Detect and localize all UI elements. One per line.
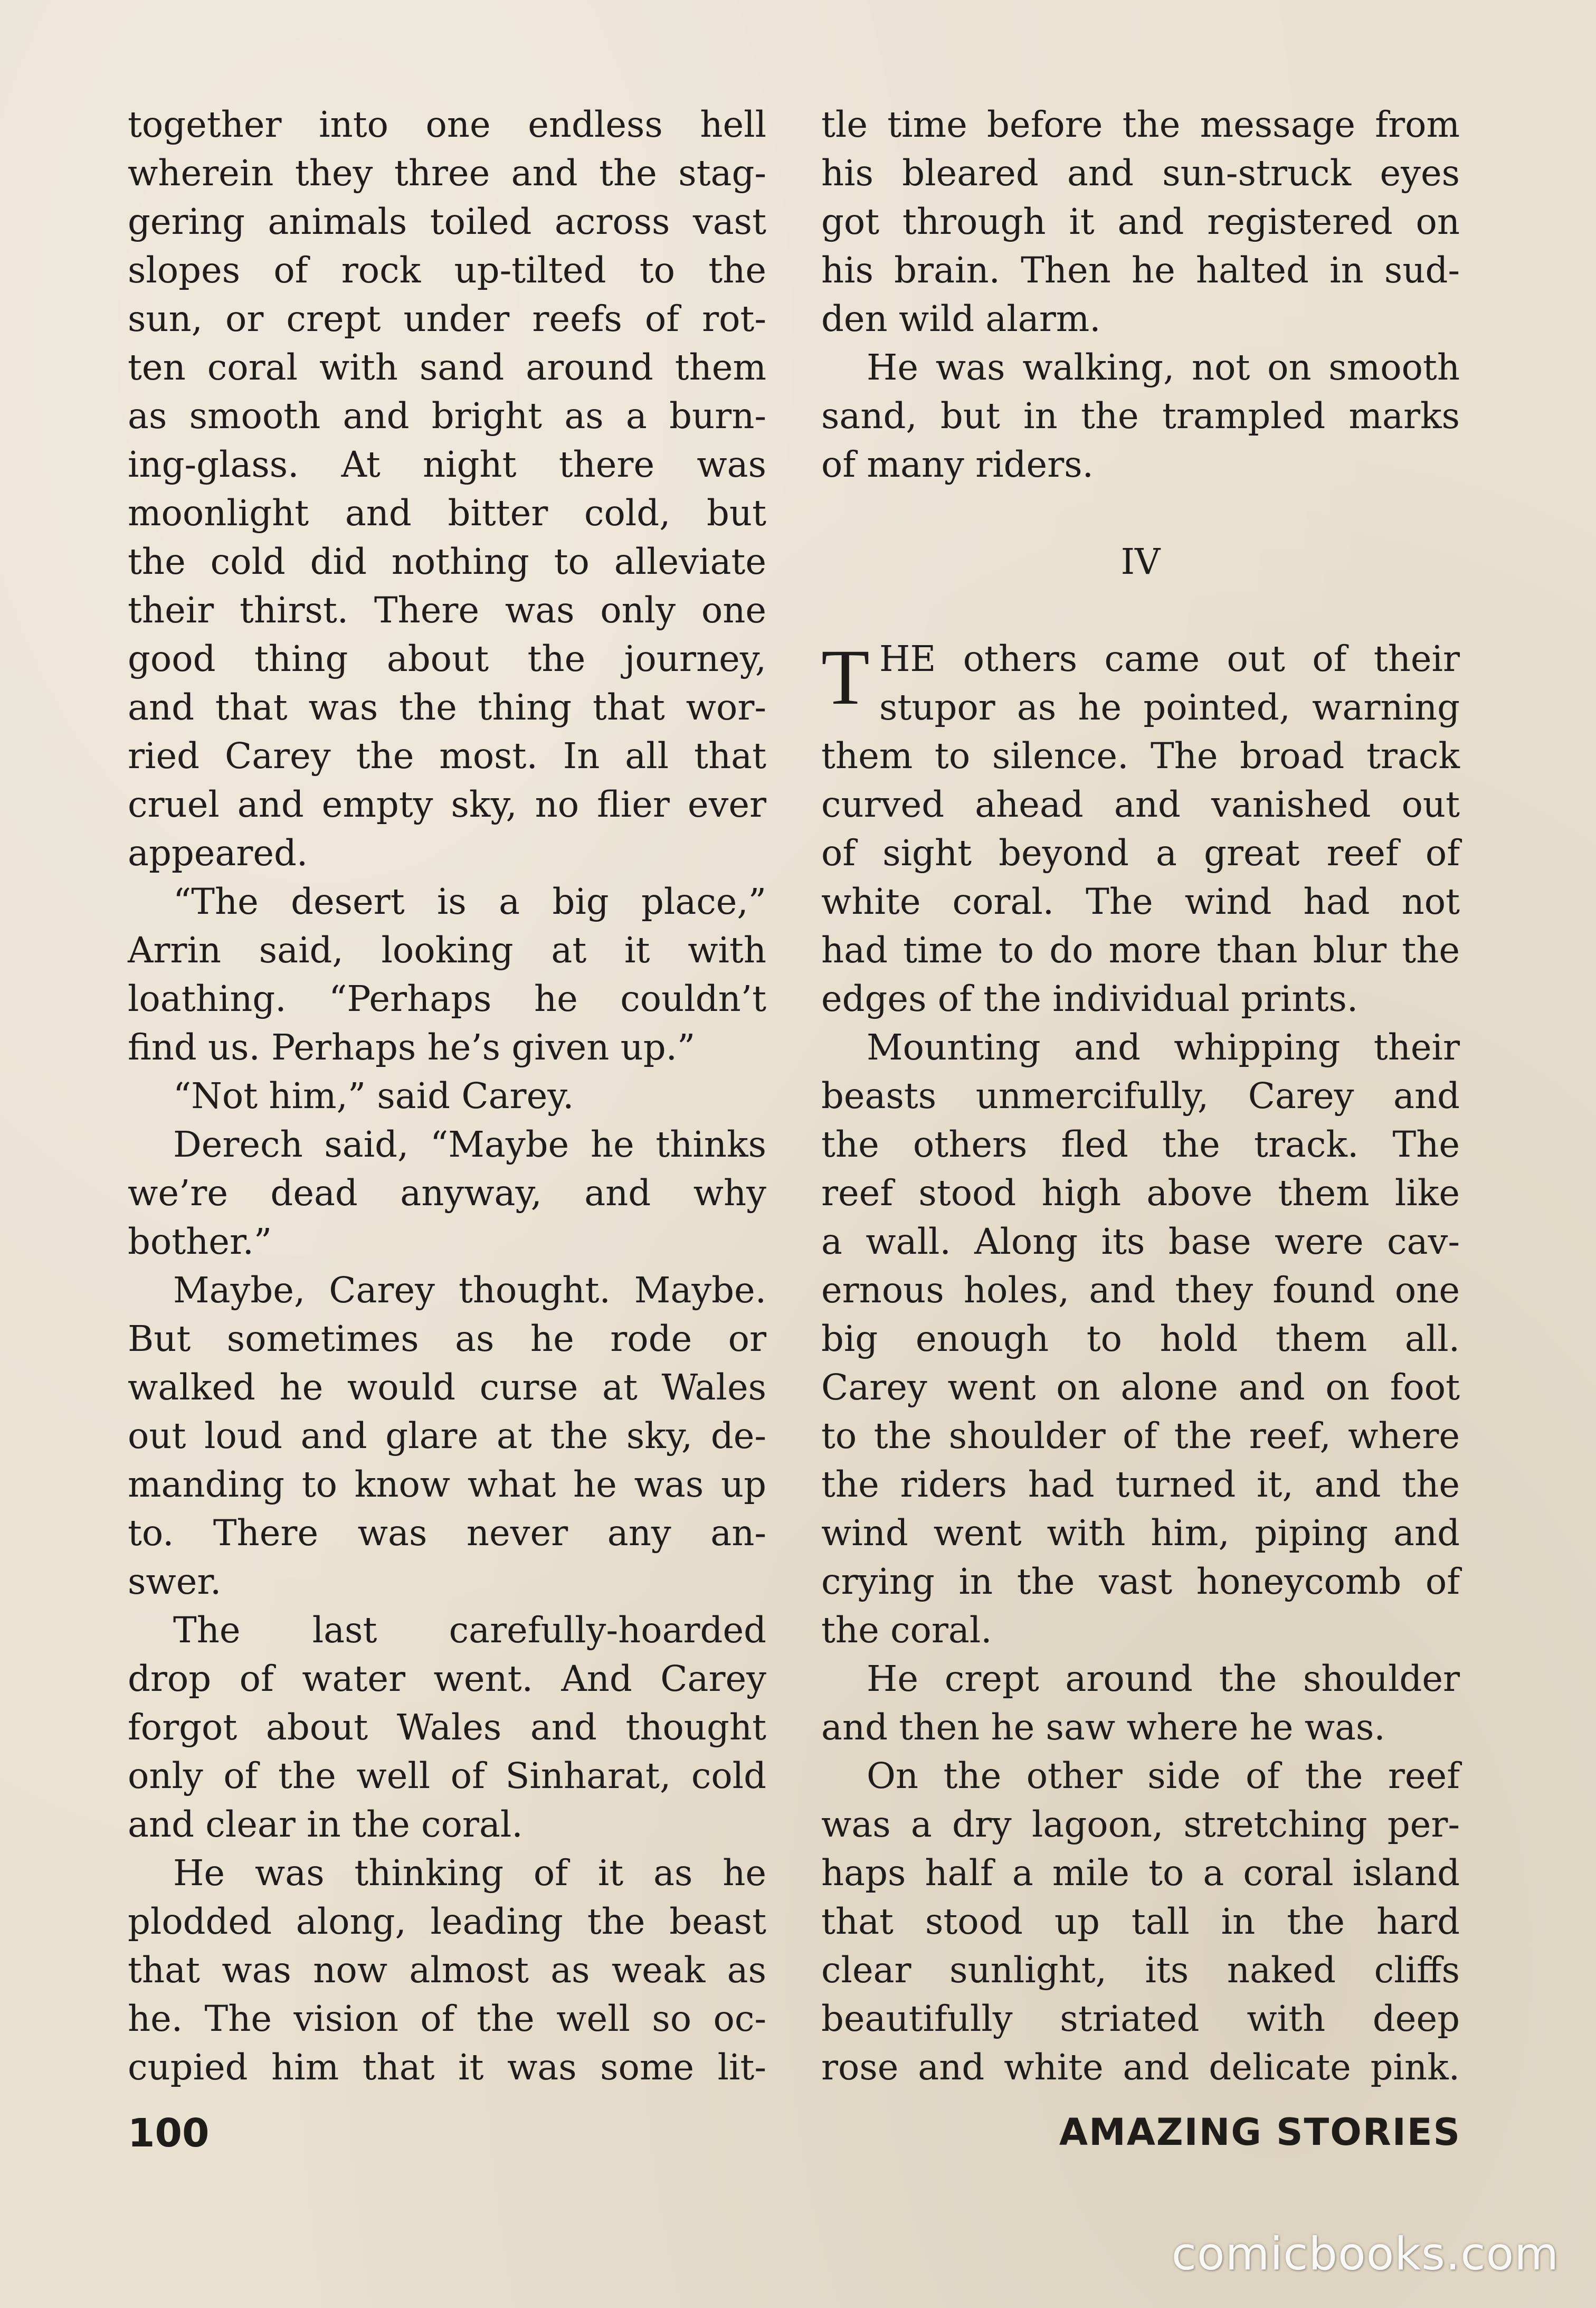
text-line: to the shoulder of the reef, where <box>821 1415 1460 1456</box>
text-line: and that was the thing that wor- <box>128 687 766 728</box>
text-line: we’re dead anyway, and why <box>128 1172 766 1214</box>
text-line: “Not him,” said Carey. <box>173 1075 574 1117</box>
text-line: white coral. The wind had not <box>821 881 1460 922</box>
text-line: their thirst. There was only one <box>128 590 766 631</box>
text-line: The last carefully-hoarded <box>173 1610 766 1651</box>
text-line: rose and white and delicate pink. <box>821 2047 1460 2088</box>
text-line: cruel and empty sky, no flier ever <box>128 784 766 825</box>
text-line: of sight beyond a great reef of <box>821 833 1460 874</box>
text-line: But sometimes as he rode or <box>128 1318 766 1359</box>
text-line: curved ahead and vanished out <box>821 784 1460 825</box>
text-line: swer. <box>128 1561 222 1602</box>
text-line: Mounting and whipping their <box>867 1027 1460 1068</box>
text-line: HE others came out of their <box>879 638 1460 679</box>
text-line: big enough to hold them all. <box>821 1318 1460 1359</box>
text-line: the cold did nothing to alleviate <box>128 541 766 582</box>
text-line: ried Carey the most. In all that <box>128 735 766 777</box>
text-line: Carey went on alone and on foot <box>821 1367 1460 1408</box>
text-line: ing-glass. At night there was <box>128 444 766 485</box>
text-line: beautifully striated with deep <box>821 1998 1460 2039</box>
text-line: beasts unmercifully, Carey and <box>821 1075 1460 1117</box>
left-column <box>128 100 766 2092</box>
text-line: ernous holes, and they found one <box>821 1270 1460 1311</box>
text-line: a wall. Along its base were cav- <box>821 1221 1460 1262</box>
text-line: moonlight and bitter cold, but <box>128 493 766 534</box>
text-line: He was walking, not on smooth <box>867 347 1460 388</box>
text-line: got through it and registered on <box>821 201 1460 242</box>
text-line: manding to know what he was up <box>128 1464 766 1505</box>
text-line: bother.” <box>128 1221 272 1262</box>
text-line: the others fled the track. The <box>821 1124 1460 1165</box>
text-line: loathing. “Perhaps he couldn’t <box>128 978 766 1019</box>
text-line: walked he would curse at Wales <box>128 1367 766 1408</box>
text-line: to. There was never any an- <box>128 1512 766 1554</box>
dropcap-paragraph-start <box>821 635 1460 732</box>
drop-cap: T <box>821 633 870 721</box>
text-line: out loud and glare at the sky, de- <box>128 1415 766 1456</box>
right-column <box>821 100 1460 2092</box>
text-line: together into one endless hell <box>128 104 766 145</box>
text-line: had time to do more than blur the <box>821 930 1460 971</box>
text-line: the coral. <box>821 1610 992 1651</box>
text-line: He crept around the shoulder <box>867 1658 1460 1699</box>
page-number: 100 <box>128 2111 210 2156</box>
text-line: his bleared and sun-struck eyes <box>821 153 1460 194</box>
text-line: was a dry lagoon, stretching per- <box>821 1804 1460 1845</box>
text-line: find us. Perhaps he’s given up.” <box>128 1027 696 1068</box>
text-line: reef stood high above them like <box>821 1172 1460 1214</box>
text-line: wherein they three and the stag- <box>128 153 766 194</box>
watermark: comicbooks.com <box>1171 2228 1559 2281</box>
text-line: good thing about the journey, <box>128 638 766 679</box>
text-line: Derech said, “Maybe he thinks <box>173 1124 766 1165</box>
text-line: that stood up tall in the hard <box>821 1901 1460 1942</box>
text-line: drop of water went. And Carey <box>128 1658 766 1699</box>
text-line: sand, but in the trampled marks <box>821 395 1460 437</box>
text-line: clear sunlight, its naked cliffs <box>821 1950 1460 1991</box>
text-line: Arrin said, looking at it with <box>128 930 766 971</box>
text-line: plodded along, leading the beast <box>128 1901 766 1942</box>
text-line: cupied him that it was some lit- <box>128 2047 766 2088</box>
text-line: On the other side of the reef <box>867 1755 1460 1796</box>
text-line: tle time before the message from <box>821 104 1460 145</box>
text-line: only of the well of Sinharat, cold <box>128 1755 766 1796</box>
text-line: crying in the vast honeycomb of <box>821 1561 1460 1602</box>
text-line: he. The vision of the well so oc- <box>128 1998 766 2039</box>
text-line: wind went with him, piping and <box>821 1512 1460 1554</box>
text-line: edges of the individual prints. <box>821 978 1358 1019</box>
text-line: haps half a mile to a coral island <box>821 1852 1460 1894</box>
text-line: “The desert is a big place,” <box>173 881 766 922</box>
text-line: and then he saw where he was. <box>821 1707 1385 1748</box>
text-line: them to silence. The broad track <box>821 735 1460 777</box>
text-line: slopes of rock up-tilted to the <box>128 250 766 291</box>
text-line: as smooth and bright as a burn- <box>128 395 766 437</box>
text-line: his brain. Then he halted in sud- <box>821 250 1460 291</box>
text-line: gering animals toiled across vast <box>128 201 766 242</box>
text-line: that was now almost as weak as <box>128 1950 766 1991</box>
text-line: of many riders. <box>821 444 1094 485</box>
text-line: Maybe, Carey thought. Maybe. <box>173 1270 766 1311</box>
text-line: the riders had turned it, and the <box>821 1464 1460 1505</box>
text-line: and clear in the coral. <box>128 1804 523 1845</box>
text-line: sun, or crept under reefs of rot- <box>128 298 766 339</box>
text-line: He was thinking of it as he <box>173 1852 766 1894</box>
text-line: ten coral with sand around them <box>128 347 766 388</box>
text-line: forgot about Wales and thought <box>128 1707 766 1748</box>
magazine-title: AMAZING STORIES <box>1059 2111 1461 2154</box>
text-line: appeared. <box>128 833 308 874</box>
section-heading: IV <box>1120 541 1161 582</box>
text-line: stupor as he pointed, warning <box>879 687 1460 728</box>
text-line: den wild alarm. <box>821 298 1101 339</box>
